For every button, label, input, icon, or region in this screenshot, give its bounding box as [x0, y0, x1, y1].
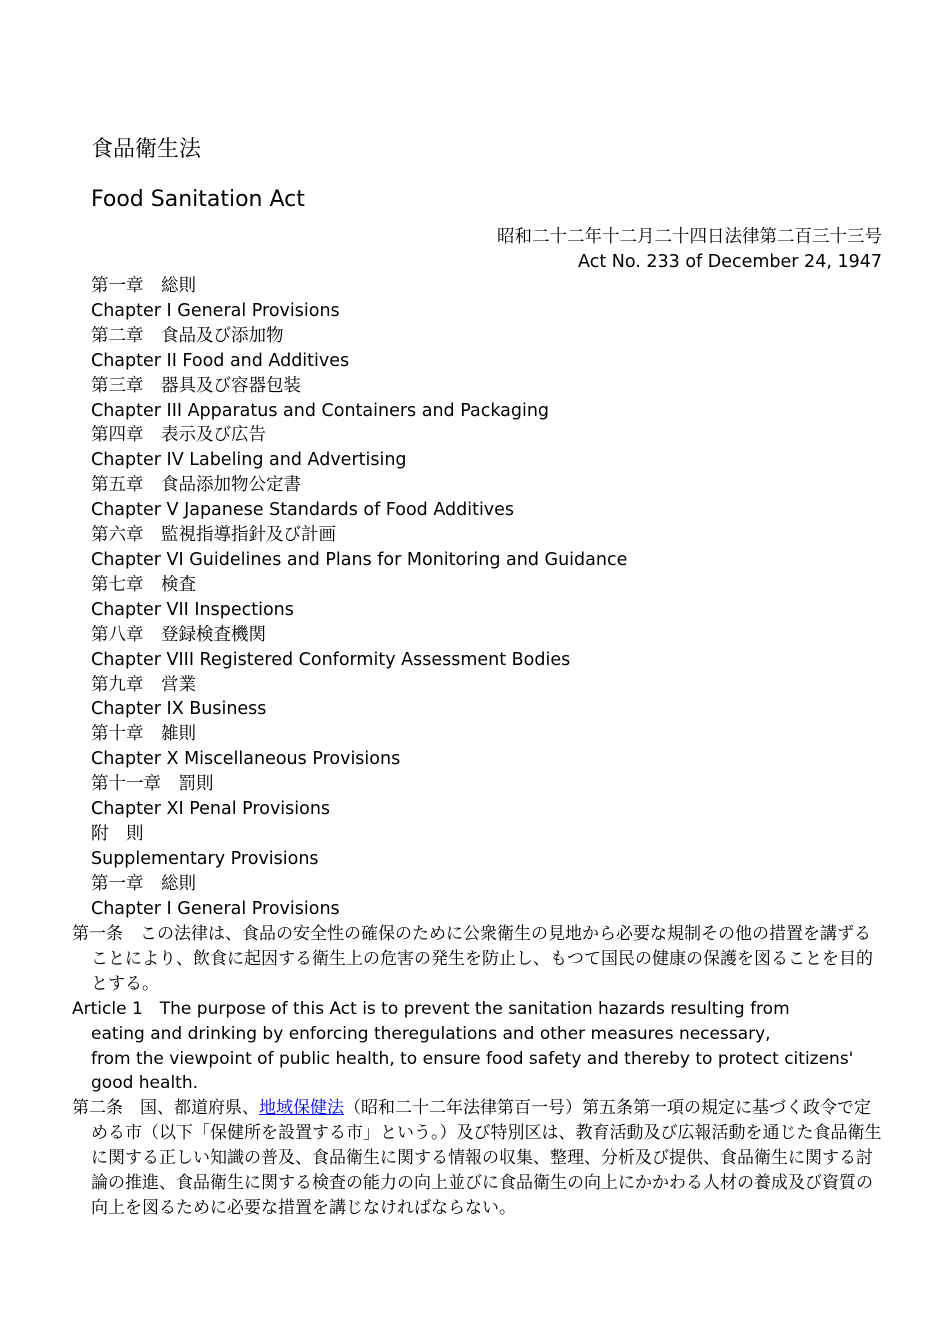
law-number	[497, 225, 882, 275]
law-title-japanese: 食品衛生法	[91, 137, 202, 162]
toc-ch5-ja: 第五章 食品添加物公定書	[91, 475, 301, 496]
toc-ch1-en: Chapter I General Provisions	[91, 300, 340, 321]
toc-ch11-ja: 第十一章 罰則	[91, 774, 214, 795]
toc-ch2-en: Chapter II Food and Additives	[91, 350, 350, 371]
toc-ch4-en: Chapter IV Labeling and Advertising	[91, 450, 407, 471]
toc-supplementary-ja: 附 則	[91, 823, 144, 844]
article1-english	[72, 997, 884, 1097]
table-of-contents	[91, 274, 627, 922]
law-number-english: Act No. 233 of December 24, 1947	[578, 252, 882, 272]
toc-ch5-en: Chapter V Japanese Standards of Food Additives	[91, 500, 515, 521]
toc-ch10-ja: 第十章 雑則	[91, 724, 196, 745]
toc-ch9-en: Chapter IX Business	[91, 699, 267, 720]
article2-text-start: 第二条 国、都道府県、	[72, 1098, 259, 1119]
toc-ch8-ja: 第八章 登録検査機関	[91, 624, 266, 645]
article2-text-rest: （昭和二十二年法律第百一号）第五条第一項の規定に基づく政令で定める市（以下「保健所を設置する市」という。）及び特別区は、教育活動及び広報活動を通じた食品衛生に関する正しい知識の普及、食品衛生に関する情報の収集、整理、分析及び提供、食品衛生に関する討論の推進、食品衛生に関する検査の能力の向上並びに食品衛生の向上にかかわる人材の養成及び資質の向上を図るために必要な措置を講じなければならない。	[91, 1098, 882, 1218]
article1-english-line: Article 1 The purpose of this Act is to prevent the sanitation hazards resulting from	[72, 998, 790, 1019]
toc-ch8-en: Chapter VIII Registered Conformity Assessment Bodies	[91, 649, 571, 670]
toc-ch1-ja: 第一章 総則	[91, 276, 196, 296]
toc-ch11-en: Chapter XI Penal Provisions	[91, 799, 331, 820]
toc-ch7-ja: 第七章 検査	[91, 574, 196, 595]
toc-ch3-ja: 第三章 器具及び容器包装	[91, 375, 301, 396]
toc-ch6-ja: 第六章 監視指導指針及び計画	[91, 525, 336, 546]
article1-english-line: eating and drinking by enforcing theregulations and other measures necessary,	[91, 1023, 771, 1044]
article1-japanese: 第一条 この法律は、食品の安全性の確保のために公衆衛生の見地から必要な規制その他の措置を講ずることにより、飲食に起因する衛生上の危害の発生を防止し、もつて国民の健康の保護を図ることを目的とする。	[72, 924, 873, 994]
article1-english-line: good health.	[91, 1073, 199, 1094]
articles	[72, 922, 884, 1221]
chapter1-heading-en: Chapter I General Provisions	[91, 898, 340, 919]
chapter1-heading-ja: 第一章 総則	[91, 873, 196, 894]
law-number-japanese: 昭和二十二年十二月二十四日法律第二百三十三号	[497, 227, 882, 247]
toc-ch9-ja: 第九章 営業	[91, 674, 196, 695]
toc-ch4-ja: 第四章 表示及び広告	[91, 425, 266, 446]
toc-ch7-en: Chapter VII Inspections	[91, 599, 294, 620]
toc-ch2-ja: 第二章 食品及び添加物	[91, 325, 284, 346]
toc-ch3-en: Chapter III Apparatus and Containers and Packaging	[91, 400, 550, 421]
community-health-act-link[interactable]: 地域保健法	[259, 1098, 344, 1119]
article2-japanese	[72, 1096, 884, 1221]
law-title-english: Food Sanitation Act	[91, 187, 305, 212]
toc-supplementary-en: Supplementary Provisions	[91, 848, 319, 869]
toc-ch6-en: Chapter VI Guidelines and Plans for Monitoring and Guidance	[91, 549, 628, 570]
article1-english-line: from the viewpoint of public health, to ensure food safety and thereby to protect citizens'	[91, 1048, 854, 1069]
toc-ch10-en: Chapter X Miscellaneous Provisions	[91, 749, 401, 770]
